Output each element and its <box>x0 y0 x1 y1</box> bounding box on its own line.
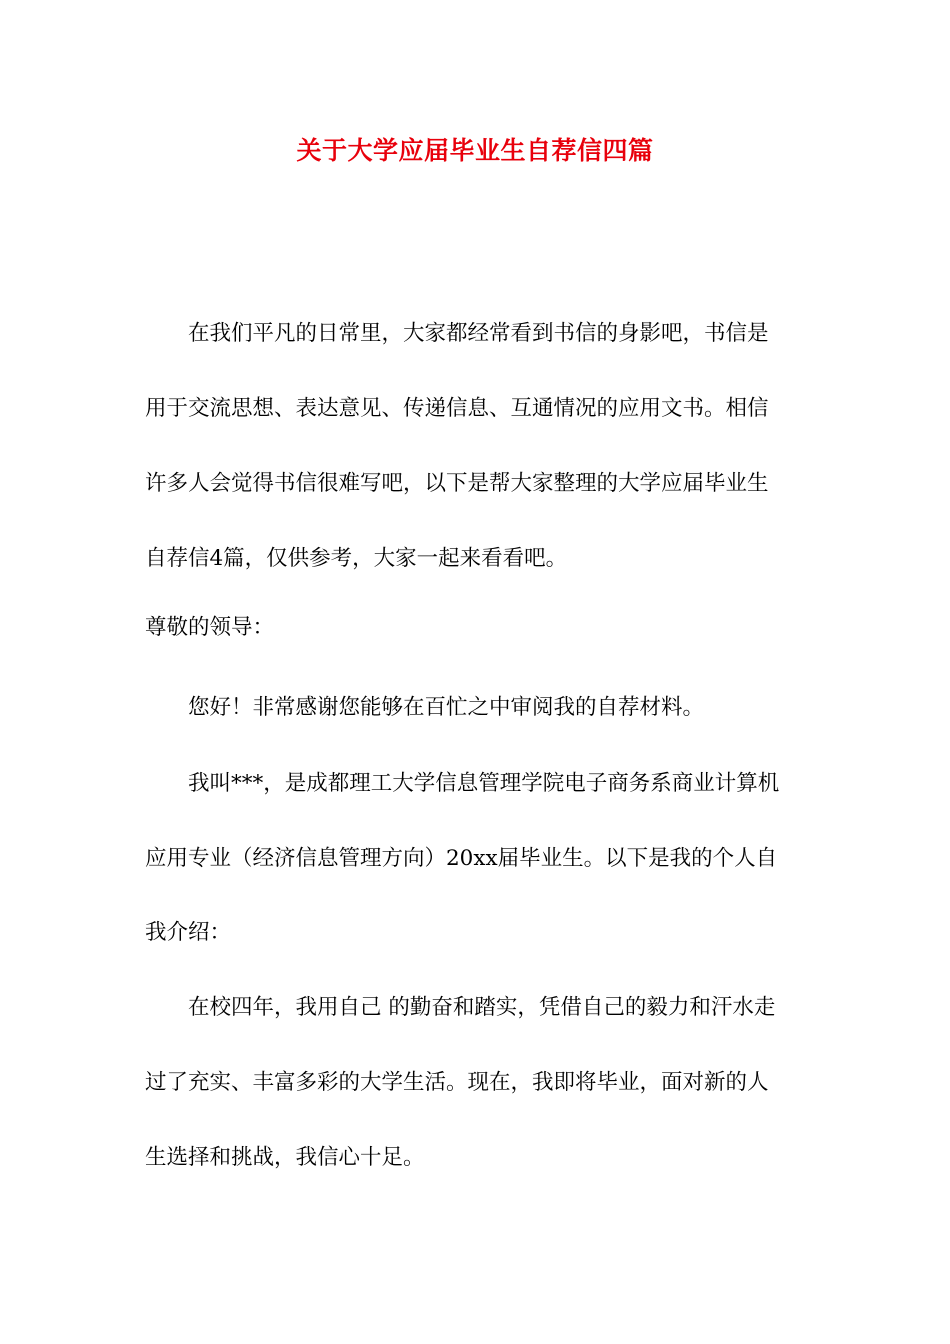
text-line: 在校四年，我用自己 的勤奋和踏实，凭借自己的毅力和汗水走 <box>188 995 776 1020</box>
document-title: 关于大学应届毕业生自荐信四篇 <box>296 136 654 165</box>
text-line: 生选择和挑战，我信心十足。 <box>145 1145 425 1170</box>
text-line: 用于交流思想、表达意见、传递信息、互通情况的应用文书。相信 <box>145 396 769 421</box>
text-line: 我叫***，是成都理工大学信息管理学院电子商务系商业计算机 <box>188 771 780 796</box>
salutation: 尊敬的领导： <box>145 615 275 640</box>
text-line: 应用专业（经济信息管理方向）20xx届毕业生。以下是我的个人自 <box>145 846 778 871</box>
text-line: 我介绍： <box>145 920 232 945</box>
text-line: 过了充实、丰富多彩的大学生活。现在，我即将毕业，面对新的人 <box>145 1070 769 1095</box>
document-body <box>145 0 810 1344</box>
greeting: 您好！非常感谢您能够在百忙之中审阅我的自荐材料。 <box>188 695 705 720</box>
text-line: 在我们平凡的日常里，大家都经常看到书信的身影吧，书信是 <box>188 321 769 346</box>
text-line: 自荐信4篇，仅供参考，大家一起来看看吧。 <box>145 546 568 571</box>
text-line: 许多人会觉得书信很难写吧，以下是帮大家整理的大学应届毕业生 <box>145 471 769 496</box>
